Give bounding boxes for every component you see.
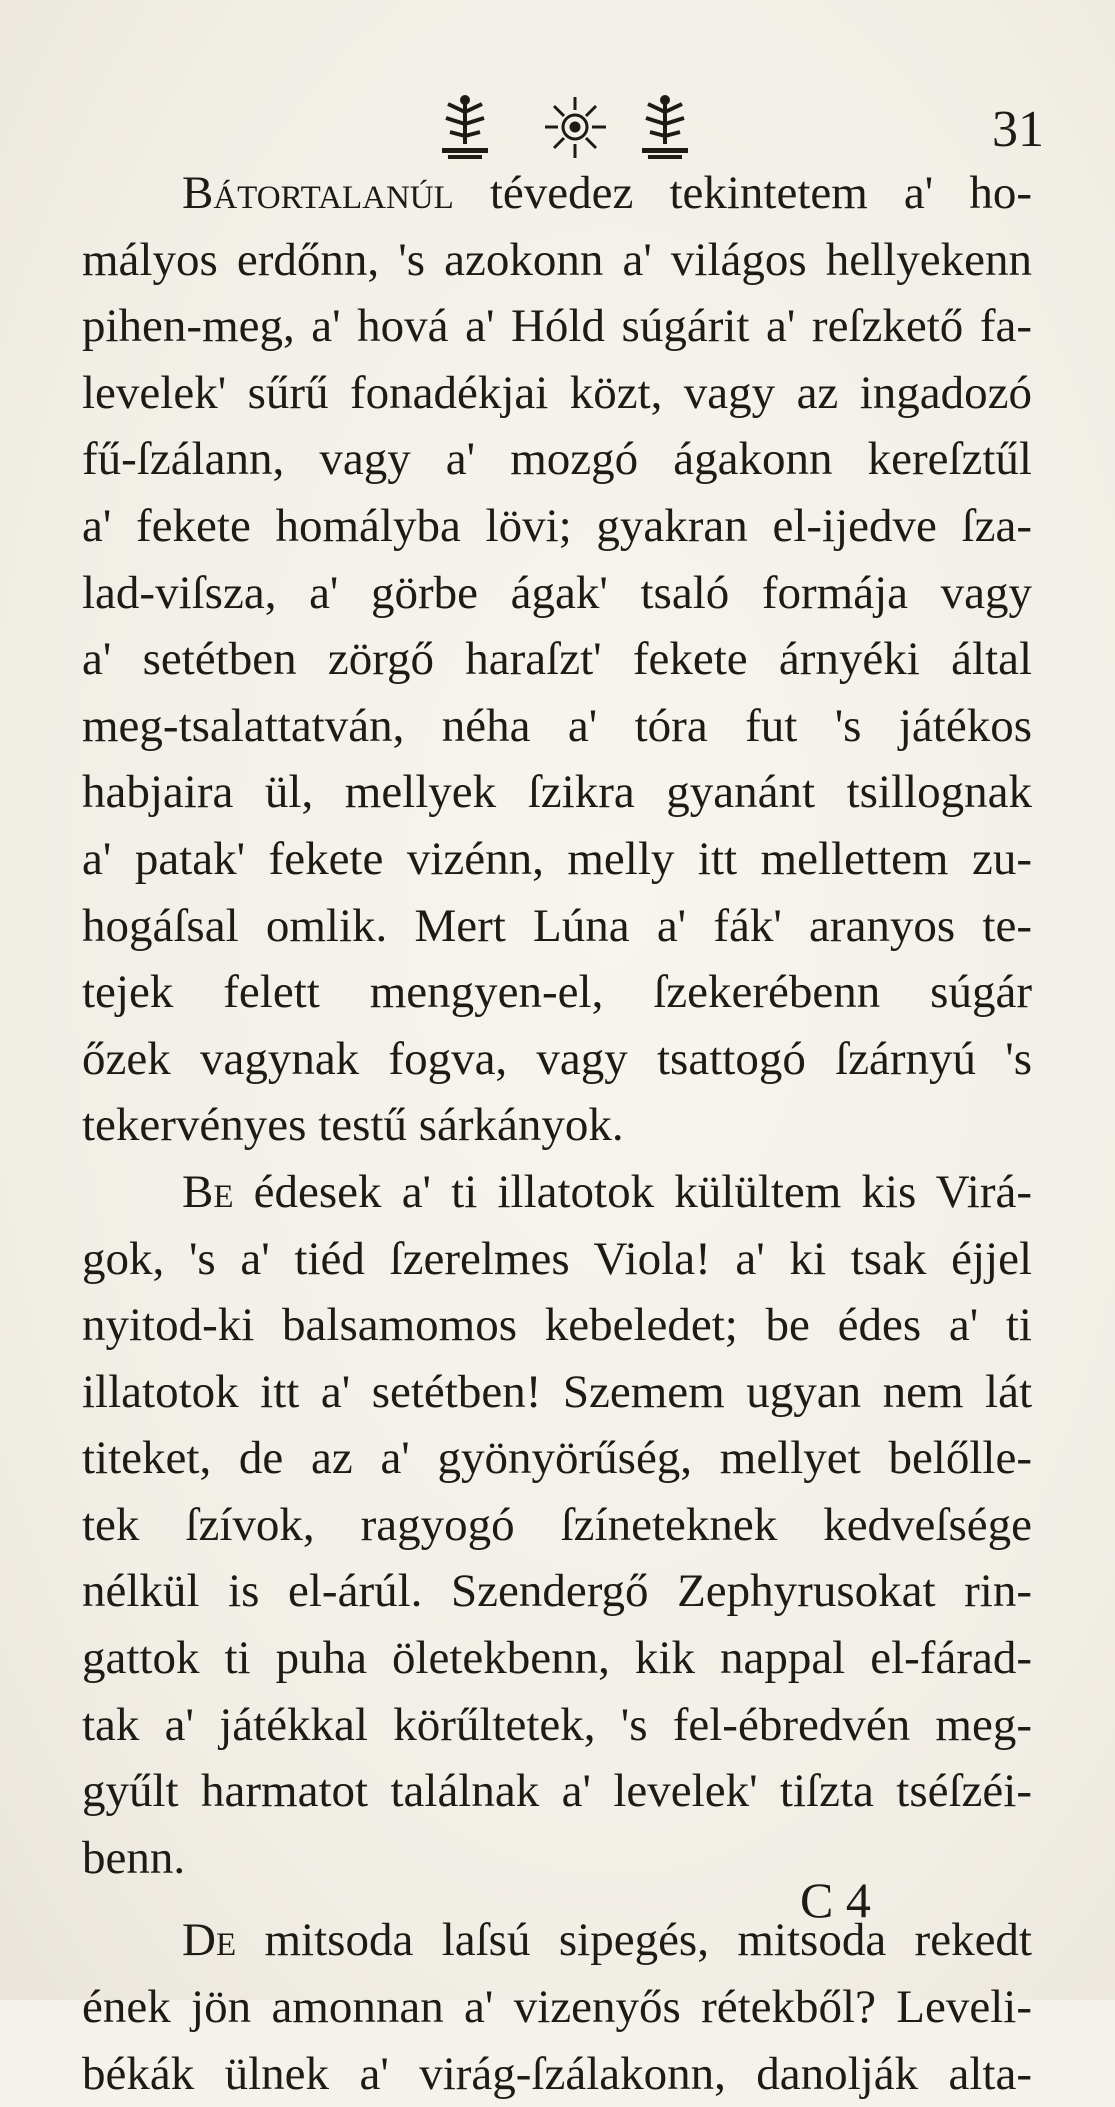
drop-word: Be xyxy=(182,1165,234,1218)
text-line: Bátortalanúl tévedez tekintetem a' ho- xyxy=(182,167,1032,219)
text-line: őzek vagynak fogva, vagy tsattogó ſzárnyú 's xyxy=(82,1032,1032,1085)
sun-flower-icon xyxy=(545,97,606,158)
text-line: tak a' játékkal körűltetek, 's fel-ébredvén meg- xyxy=(82,1698,1032,1751)
text-line: nélkül is el-árúl. Szendergő Zephyrusokat rin- xyxy=(82,1565,1032,1618)
text-line: gok, 's a' tiéd ſzerelmes Viola! a' ki tsak éjjel xyxy=(82,1232,1032,1285)
leaf-sprig-icon xyxy=(642,95,688,159)
text-line: fű-ſzálann, vagy a' mozgó ágakonn kereſztűl xyxy=(82,433,1032,486)
signature-mark: C 4 xyxy=(800,1872,871,1928)
text-line: békák ülnek a' virág-ſzálakonn, danolják alta- xyxy=(82,2047,1032,2100)
text-line: hogáſsal omlik. Mert Lúna a' fák' aranyos te- xyxy=(82,899,1032,952)
text-line: pihen-meg, a' hová a' Hóld súgárit a' reſzkető fa- xyxy=(82,300,1032,353)
text-line: titeket, de az a' gyönyörűség, mellyet belőlle- xyxy=(82,1432,1032,1485)
text-line: a' fekete homályba lövi; gyakran el-ijedve ſza- xyxy=(82,499,1032,552)
text-line: benn. xyxy=(82,1831,186,1884)
text-line: Be édesek a' ti illatotok külültem kis Virá- xyxy=(182,1165,1032,1218)
text-line: ének jön amonnan a' vizenyős rétekből? Leveli- xyxy=(82,1981,1032,2034)
text-line: tekervényes testű sárkányok. xyxy=(82,1099,624,1152)
text-line: levelek' sűrű fonadékjai közt, vagy az ingadozó xyxy=(82,366,1032,419)
text-line: a' patak' fekete vizénn, melly itt mellettem zu- xyxy=(82,832,1032,885)
text-line: gattok ti puha öletekbenn, kik nappal el-fárad- xyxy=(82,1632,1032,1685)
text-line: mályos erdőnn, 's azokonn a' világos hellyekenn xyxy=(82,233,1032,286)
text-line: tejek felett mengyen-el, ſzekerébenn súgár xyxy=(82,966,1032,1019)
drop-word: De xyxy=(182,1914,237,1967)
text-line: a' setétben zörgő haraſzt' fekete árnyéki által xyxy=(82,633,1032,686)
text-line: tek ſzívok, ragyogó ſzíneteknek kedveſsége xyxy=(82,1498,1032,1551)
header-ornament xyxy=(440,92,710,162)
page-number: 31 xyxy=(992,101,1044,158)
body-text xyxy=(82,160,1032,2107)
text-line: illatotok itt a' setétben! Szemem ugyan nem lát xyxy=(82,1365,1032,1418)
text-line: gyűlt harmatot találnak a' levelek' tiſzta tséſzéi- xyxy=(82,1765,1032,1818)
text-line: meg-tsalattatván, néha a' tóra fut 's játékos xyxy=(82,699,1032,752)
text-line: habjaira ül, mellyek ſzikra gyanánt tsillognak xyxy=(82,766,1032,819)
leaf-sprig-icon xyxy=(442,95,488,159)
drop-word: Bátortalanúl xyxy=(182,167,454,219)
text-line: nyitod-ki balsamomos kebeledet; be édes a' ti xyxy=(82,1299,1032,1352)
text-line: De mitsoda laſsú sipegés, mitsoda rekedt xyxy=(182,1914,1032,1967)
text-line: lad-viſsza, a' görbe ágak' tsaló formája vagy xyxy=(82,566,1032,619)
